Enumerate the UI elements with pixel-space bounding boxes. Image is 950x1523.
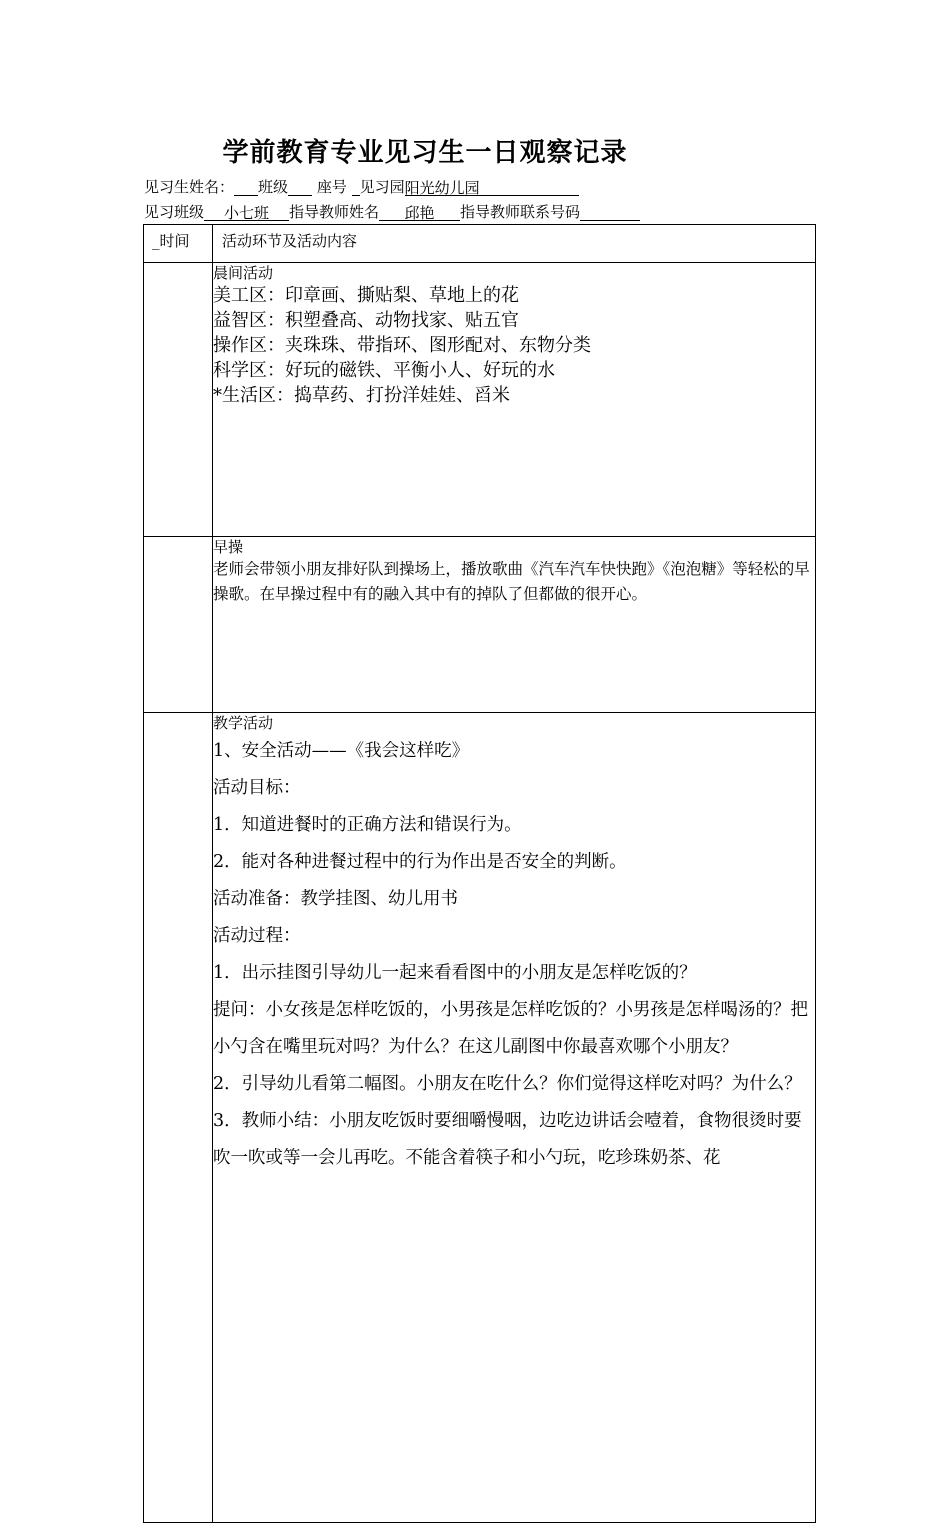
info-line-2 <box>144 203 640 221</box>
teaching-line: 提问：小女孩是怎样吃饭的，小男孩是怎样吃饭的？小男孩是怎样喝汤的？把小勺含在嘴里玩对吗？为什么？在这儿副图中你最喜欢哪个小朋友？ <box>213 1000 808 1057</box>
morning-title: 晨间活动 <box>213 264 274 282</box>
student-name-blank <box>234 179 258 196</box>
morning-line: 美工区：印章画、撕贴梨、草地上的花 <box>213 285 519 306</box>
exercise-title: 早操 <box>213 538 244 556</box>
teaching-line: 活动过程： <box>213 926 301 946</box>
teacher-phone-label: 指导教师联系号码 <box>460 203 581 221</box>
info-line-1 <box>144 178 579 196</box>
time-cell-exercise <box>144 537 213 713</box>
teaching-line: 活动目标： <box>213 778 301 798</box>
kindergarten-value: 阳光幼儿园 <box>404 179 480 197</box>
content-cell-teaching <box>213 713 816 1523</box>
morning-line: 科学区：好玩的磁铁、平衡小人、好玩的水 <box>213 360 555 381</box>
observation-table <box>143 224 816 1523</box>
observe-class-value: 小七班 <box>224 204 270 222</box>
student-name-label: 见习生姓名： <box>144 178 235 196</box>
morning-line: *生活区：捣草药、打扮洋娃娃、舀米 <box>213 385 510 406</box>
teaching-line: 2．能对各种进餐过程中的行为作出是否安全的判断。 <box>213 852 627 872</box>
content-cell-morning <box>213 263 816 537</box>
class-label: 班级 <box>258 178 289 196</box>
observe-class-label: 见习班级 <box>144 203 205 221</box>
seat-blank <box>352 179 360 196</box>
teacher-name-field <box>379 204 460 221</box>
teaching-line: 3．教师小结：小朋友吃饭时要细嚼慢咽，边吃边讲话会噎着，食物很烫时要吹一吹或等一会儿再吃。不能含着筷子和小勺玩，吃珍珠奶茶、花 <box>213 1111 802 1168</box>
time-cell-morning <box>144 263 213 537</box>
teacher-name-value: 邱艳 <box>404 204 435 222</box>
table-row-exercise <box>144 537 816 713</box>
header-time: _时间 <box>144 225 213 263</box>
table-row-teaching <box>144 713 816 1523</box>
exercise-text: 老师会带领小朋友排好队到操场上，播放歌曲《汽车汽车快快跑》《泡泡糖》等轻松的早操歌。在早操过程中有的融入其中有的掉队了但都做的很开心。 <box>213 560 810 603</box>
teacher-phone-blank <box>580 204 640 221</box>
teaching-line: 1．知道进餐时的正确方法和错误行为。 <box>213 815 522 835</box>
kindergarten-label: 见习园 <box>359 178 405 196</box>
teacher-name-label: 指导教师姓名 <box>289 203 380 221</box>
morning-line: 操作区：夹珠珠、带指环、图形配对、东物分类 <box>213 335 591 356</box>
time-cell-teaching <box>144 713 213 1523</box>
teaching-line: 1、安全活动——《我会这样吃》 <box>213 741 470 761</box>
morning-line: 益智区：积塑叠高、动物找家、贴五官 <box>213 310 519 331</box>
content-cell-exercise <box>213 537 816 713</box>
table-header-row <box>144 225 816 263</box>
teaching-line: 2．引导幼儿看第二幅图。小朋友在吃什么？你们觉得这样吃对吗？为什么？ <box>213 1074 802 1094</box>
page-title: 学前教育专业见习生一日观察记录 <box>222 138 628 168</box>
observe-class-field <box>204 204 289 221</box>
seat-label: 座号 <box>316 178 347 196</box>
teaching-title: 教学活动 <box>213 714 274 732</box>
teaching-line: 1．出示挂图引导幼儿一起来看看图中的小朋友是怎样吃饭的？ <box>213 963 697 983</box>
kindergarten-field <box>405 179 579 196</box>
table-row-morning <box>144 263 816 537</box>
class-blank <box>288 179 312 196</box>
teaching-line: 活动准备：教学挂图、幼儿用书 <box>213 889 458 909</box>
header-content: 活动环节及活动内容 <box>213 225 816 263</box>
